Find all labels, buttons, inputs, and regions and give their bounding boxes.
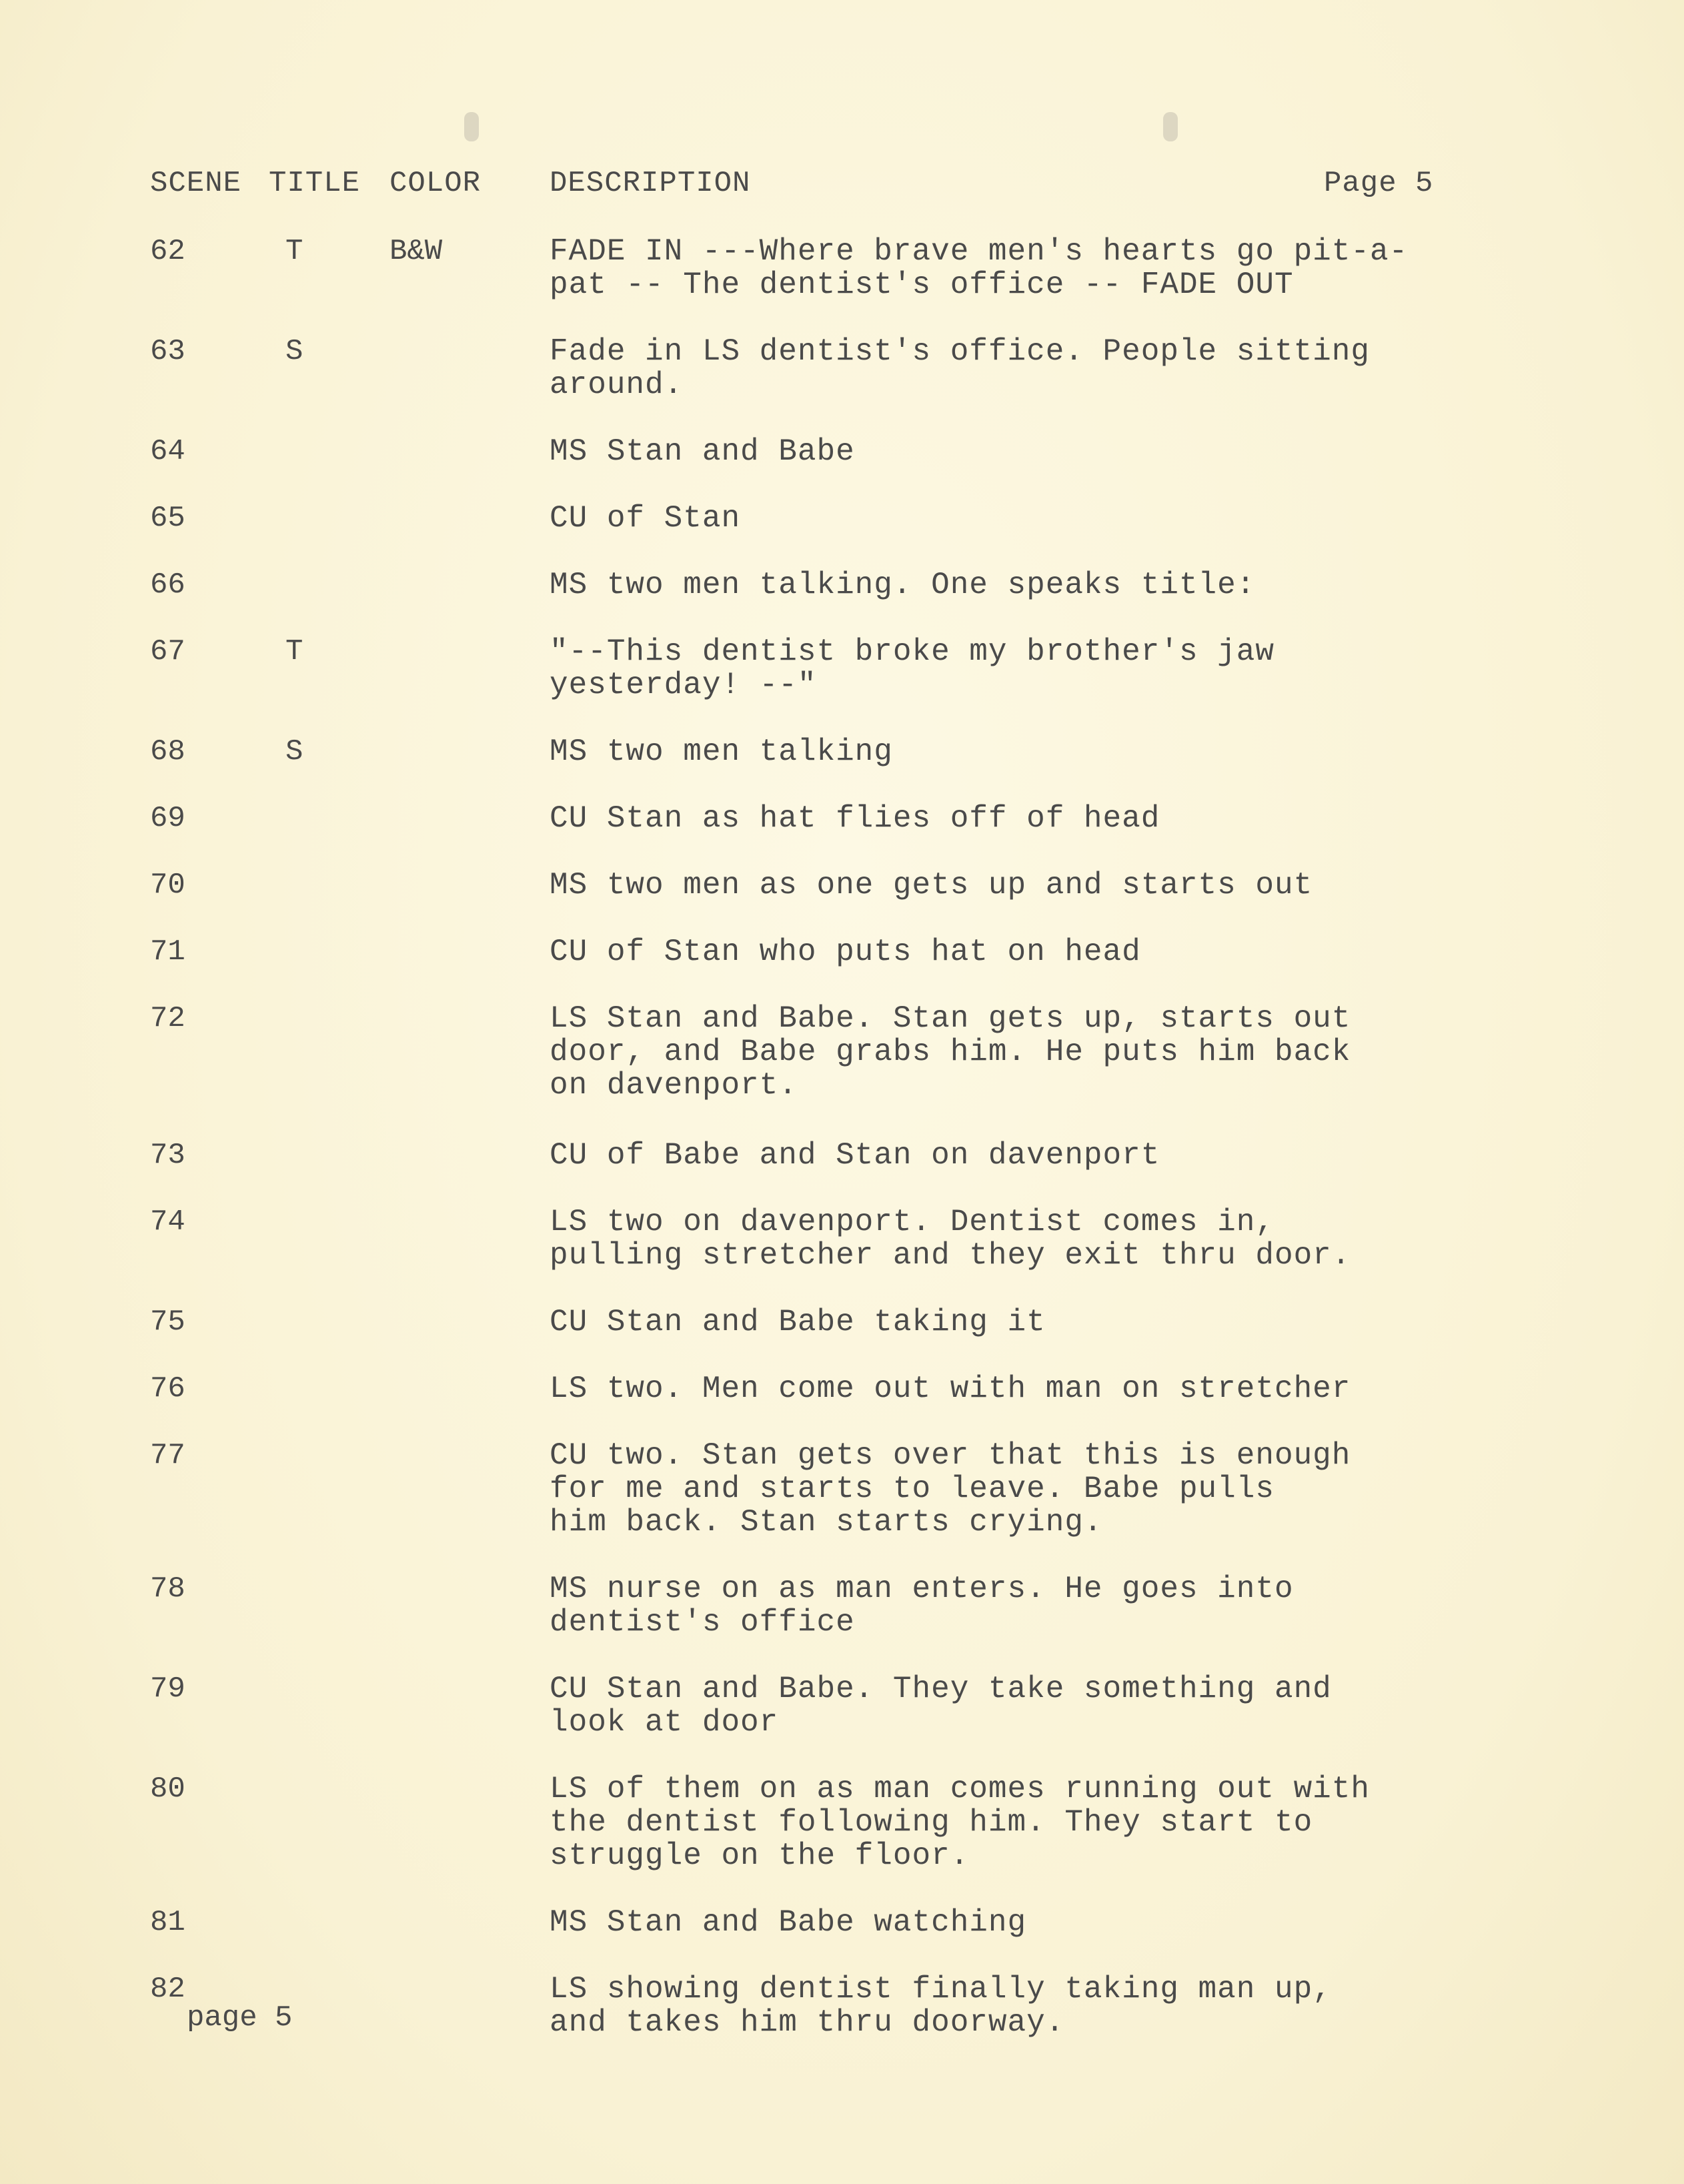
scene-number: 81 — [150, 1906, 185, 1939]
scene-description: CU Stan and Babe taking it — [550, 1305, 1046, 1339]
scene-description: CU of Stan — [550, 501, 741, 536]
scene-description: LS showing dentist finally taking man up, and takes him thru doorway. — [550, 1972, 1332, 2040]
punch-hole-right — [1163, 112, 1178, 141]
scene-description: CU of Stan who puts hat on head — [550, 935, 1141, 969]
scene-title-code: T — [285, 235, 303, 268]
scene-description: LS two. Men come out with man on stretcher — [550, 1372, 1351, 1406]
scene-description: Fade in LS dentist's office. People sitting around. — [550, 334, 1370, 402]
scene-description: LS two on davenport. Dentist comes in, pulling stretcher and they exit thru door. — [550, 1205, 1351, 1273]
scene-description: MS nurse on as man enters. He goes into dentist's office — [550, 1572, 1294, 1640]
scene-title-code: T — [285, 635, 303, 668]
scene-number: 62 — [150, 235, 185, 268]
scene-description: CU two. Stan gets over that this is enough for me and starts to leave. Babe pulls him back. Stan starts crying. — [550, 1438, 1351, 1540]
scene-number: 70 — [150, 869, 185, 902]
scene-number: 80 — [150, 1772, 185, 1806]
scene-number: 77 — [150, 1439, 185, 1472]
scene-number: 76 — [150, 1372, 185, 1406]
scene-number: 65 — [150, 502, 185, 535]
scene-description: "--This dentist broke my brother's jaw yesterday! --" — [550, 634, 1275, 702]
scene-number: 79 — [150, 1672, 185, 1706]
scene-number: 64 — [150, 435, 185, 468]
scene-description: FADE IN ---Where brave men's hearts go pit-a- pat -- The dentist's office -- FADE OUT — [550, 234, 1409, 302]
scene-number: 72 — [150, 1002, 185, 1035]
scene-description: MS two men talking — [550, 734, 893, 769]
header-color: COLOR — [389, 167, 482, 200]
scene-description: MS Stan and Babe watching — [550, 1905, 1027, 1940]
scene-description: MS two men as one gets up and starts out — [550, 868, 1313, 903]
scene-description: CU Stan and Babe. They take something and look at door — [550, 1672, 1332, 1740]
scene-number: 74 — [150, 1205, 185, 1239]
scene-number: 67 — [150, 635, 185, 668]
scene-number: 78 — [150, 1572, 185, 1606]
scene-color: B&W — [389, 235, 443, 268]
scene-description: MS two men talking. One speaks title: — [550, 568, 1256, 602]
punch-hole-left — [464, 112, 479, 141]
footer-page-label: page 5 — [187, 2001, 293, 2035]
scene-description: LS of them on as man comes running out with the dentist following him. They start to struggle on the floor. — [550, 1772, 1370, 1873]
scene-description: CU of Babe and Stan on davenport — [550, 1138, 1160, 1173]
scene-number: 73 — [150, 1139, 185, 1172]
scene-number: 69 — [150, 802, 185, 835]
scene-number: 68 — [150, 735, 185, 768]
scene-description: MS Stan and Babe — [550, 434, 855, 469]
header-page-number: Page 5 — [1324, 167, 1434, 200]
header-title: TITLE — [269, 167, 361, 200]
header-description: DESCRIPTION — [550, 167, 751, 200]
scene-description: CU Stan as hat flies off of head — [550, 801, 1160, 836]
scene-title-code: S — [285, 735, 303, 768]
scene-number: 75 — [150, 1305, 185, 1339]
scene-number: 66 — [150, 568, 185, 602]
scene-description: LS Stan and Babe. Stan gets up, starts out door, and Babe grabs him. He puts him back on davenport. — [550, 1001, 1351, 1103]
header-scene: SCENE — [150, 167, 242, 200]
scene-title-code: S — [285, 335, 303, 368]
scene-number: 82 — [150, 1973, 185, 2006]
scene-number: 63 — [150, 335, 185, 368]
scene-number: 71 — [150, 935, 185, 969]
